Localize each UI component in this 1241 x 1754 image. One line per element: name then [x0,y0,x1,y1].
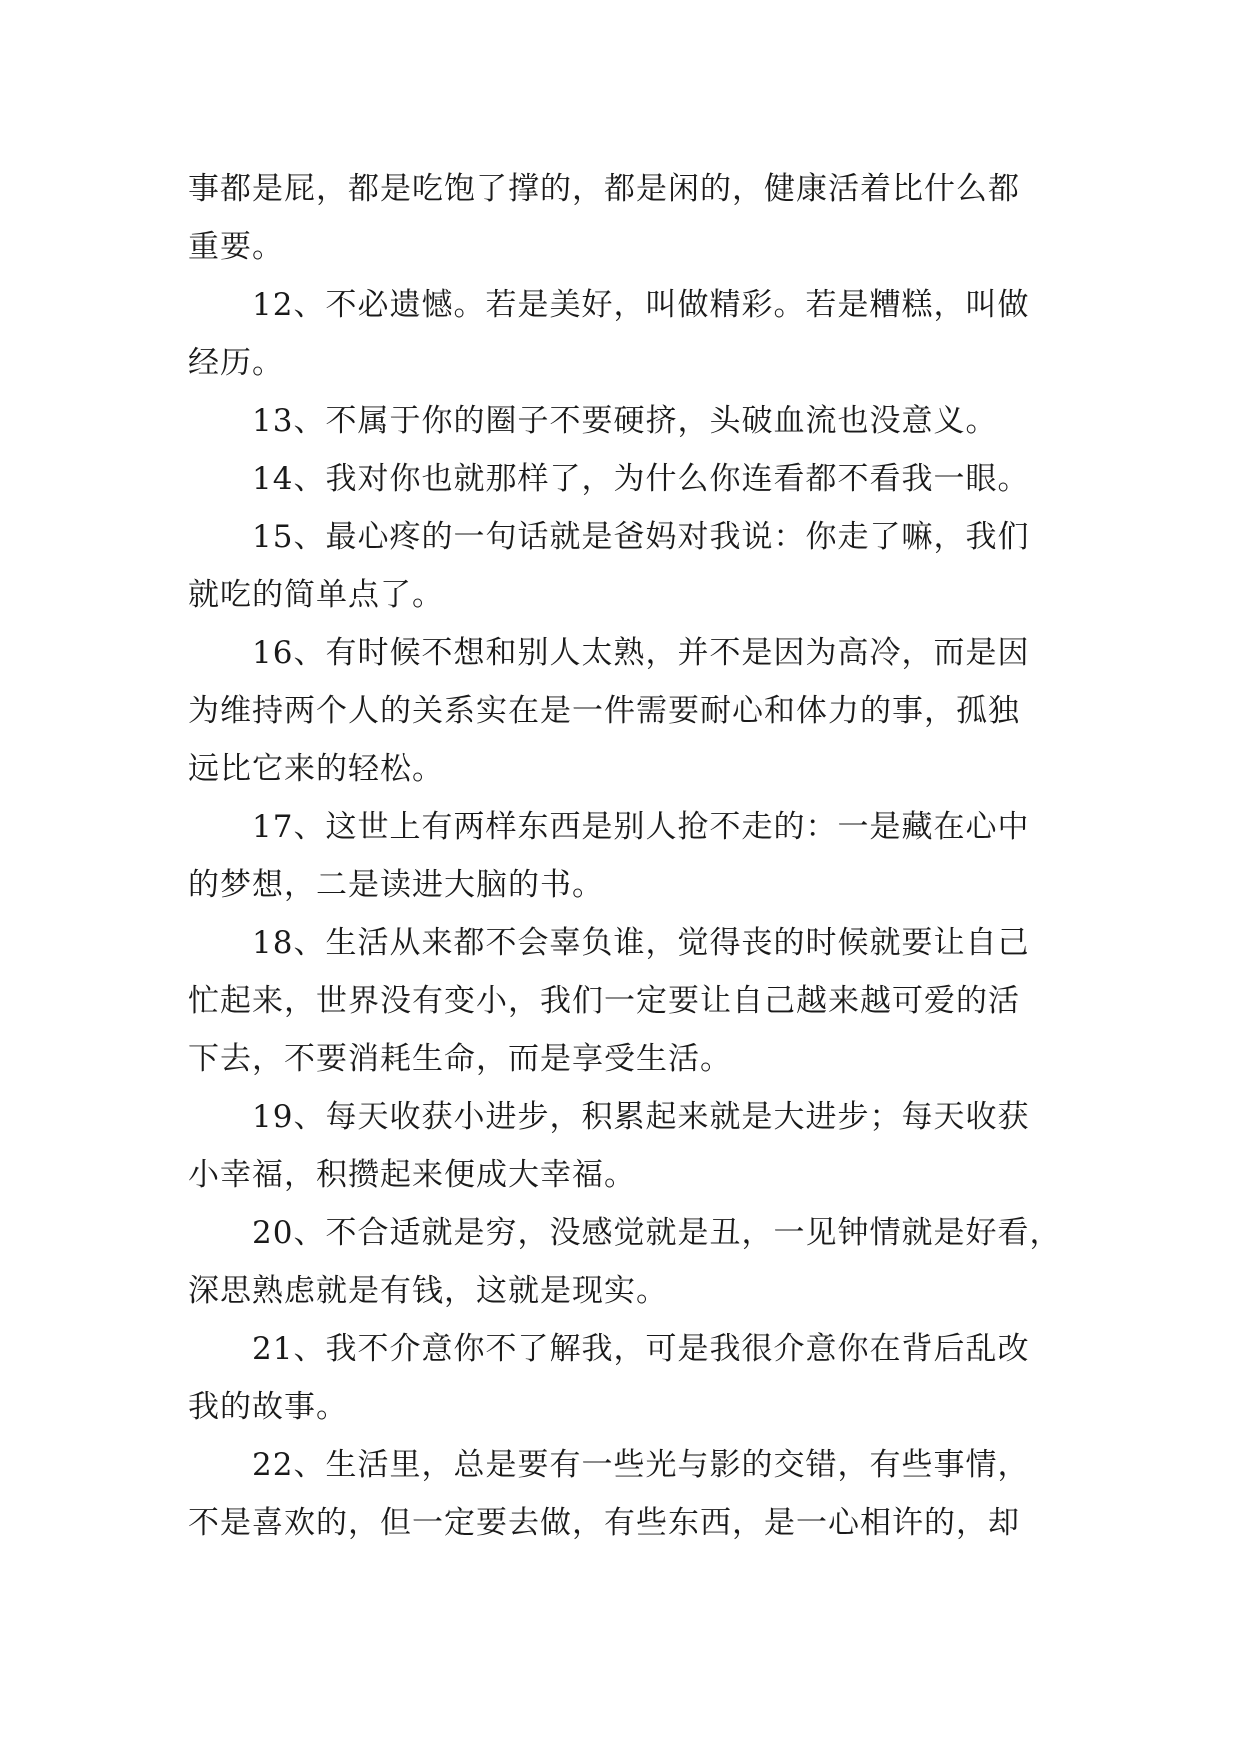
text-line: 忙起来，世界没有变小，我们一定要让自己越来越可爱的活 [188,983,1020,1019]
text-line: 15、最心疼的一句话就是爸妈对我说：你走了嘛，我们 [252,519,1030,555]
text-line: 远比它来的轻松。 [188,751,444,787]
text-line: 事都是屁，都是吃饱了撑的，都是闲的，健康活着比什么都 [188,171,1020,207]
text-line: 重要。 [188,229,284,265]
document-body [188,160,1062,1552]
text-line: 22、生活里，总是要有一些光与影的交错，有些事情， [252,1447,1030,1483]
text-line: 18、生活从来都不会辜负谁，觉得丧的时候就要让自己 [252,925,1030,961]
text-line: 17、这世上有两样东西是别人抢不走的：一是藏在心中 [252,809,1030,845]
text-line: 小幸福，积攒起来便成大幸福。 [188,1157,636,1193]
text-line: 20、不合适就是穷，没感觉就是丑，一见钟情就是好看， [252,1215,1062,1251]
text-line: 16、有时候不想和别人太熟，并不是因为高冷，而是因 [252,635,1030,671]
text-line: 19、每天收获小进步，积累起来就是大进步；每天收获 [252,1099,1030,1135]
text-line: 13、不属于你的圈子不要硬挤，头破血流也没意义。 [252,403,998,439]
text-line: 经历。 [188,345,284,381]
text-line: 就吃的简单点了。 [188,577,444,613]
text-line: 不是喜欢的，但一定要去做，有些东西，是一心相许的，却 [188,1505,1020,1541]
text-line: 为维持两个人的关系实在是一件需要耐心和体力的事，孤独 [188,693,1020,729]
text-line: 下去，不要消耗生命，而是享受生活。 [188,1041,732,1077]
text-line: 的梦想，二是读进大脑的书。 [188,867,604,903]
text-line: 12、不必遗憾。若是美好，叫做精彩。若是糟糕，叫做 [252,287,1030,323]
text-line: 深思熟虑就是有钱，这就是现实。 [188,1273,668,1309]
text-line: 21、我不介意你不了解我，可是我很介意你在背后乱改 [252,1331,1030,1367]
text-line: 我的故事。 [188,1389,348,1425]
text-line: 14、我对你也就那样了，为什么你连看都不看我一眼。 [252,461,1030,497]
